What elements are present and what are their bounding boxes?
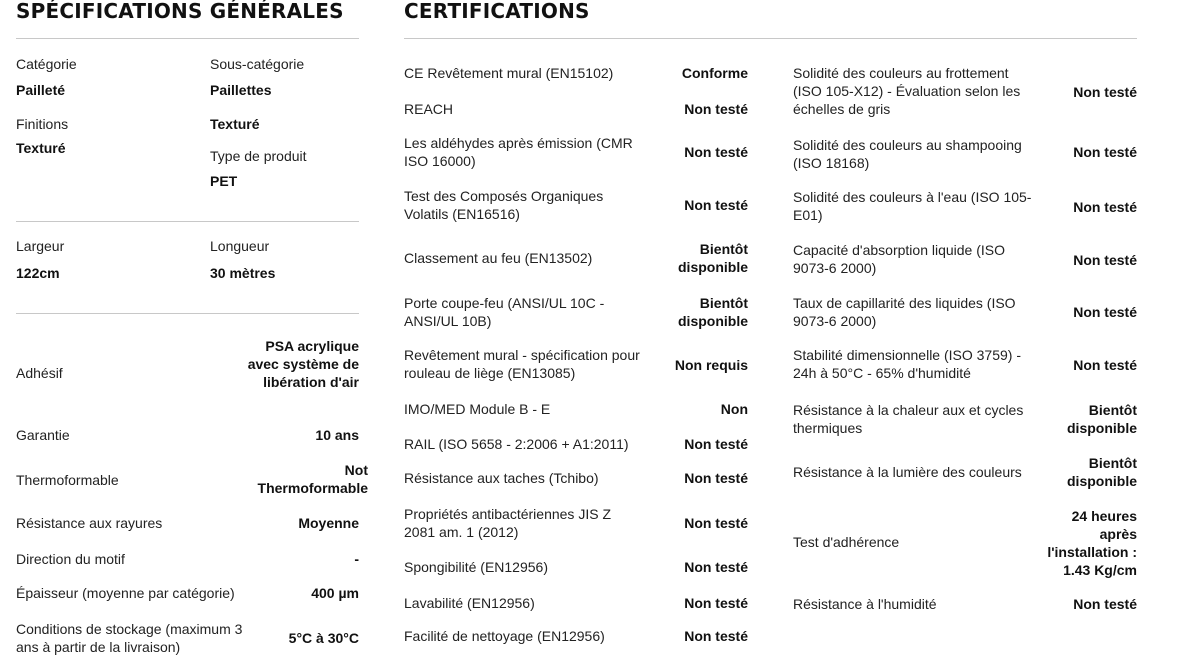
cert-value: Non testé: [684, 470, 748, 486]
stockage-label: Conditions de stockage (maximum 3 ans à partir de la livraison): [16, 621, 243, 655]
general-specs-heading: SPÉCIFICATIONS GÉNÉRALES: [16, 0, 344, 23]
divider: [404, 38, 1137, 39]
thermoformable-value: Not Thermoformable: [257, 462, 368, 496]
cert-label: IMO/MED Module B - E: [404, 401, 551, 417]
cert-value: Non testé: [684, 559, 748, 575]
cert-label: CE Revêtement mural (EN15102): [404, 65, 614, 81]
finitions-value: Texturé: [16, 140, 66, 156]
cert-value: Non testé: [1073, 252, 1137, 268]
cert-value: Bientôt disponible: [678, 241, 748, 275]
cert-label: Solidité des couleurs au frottement (ISO 105-X12) - Évaluation selon les échelles de gris: [793, 65, 1021, 117]
resistance-rayures-label: Résistance aux rayures: [16, 515, 163, 531]
cert-label: REACH: [404, 101, 454, 117]
cert-value: 24 heures après l'installation : 1.43 Kg/cm: [1047, 508, 1137, 578]
cert-label: Solidité des couleurs à l'eau (ISO 105-E01): [793, 189, 1032, 223]
categorie-value: Pailleté: [16, 82, 66, 98]
cert-label: Résistance aux taches (Tchibo): [404, 470, 599, 486]
cert-value: Bientôt disponible: [1067, 455, 1137, 489]
cert-label: Revêtement mural - spécification pour rouleau de liège (EN13085): [404, 347, 640, 381]
cert-label: Taux de capillarité des liquides (ISO 9073-6 2000): [793, 295, 1016, 329]
souscategorie-value: Paillettes: [210, 82, 272, 98]
cert-value: Non requis: [674, 357, 748, 373]
cert-value: Non testé: [1073, 144, 1137, 160]
longueur-label: Longueur: [210, 238, 270, 254]
adhesif-value: PSA acrylique avec système de libération d'air: [247, 338, 359, 390]
cert-value: Non testé: [1073, 199, 1137, 215]
certifications-heading: CERTIFICATIONS: [404, 0, 590, 23]
cert-label: Les aldéhydes après émission (CMR ISO 16000): [404, 135, 633, 169]
cert-label: Résistance à la chaleur aux et cycles thermiques: [793, 402, 1024, 436]
divider: [16, 221, 359, 222]
thermoformable-label: Thermoformable: [16, 472, 119, 488]
cert-label: Stabilité dimensionnelle (ISO 3759) - 24h à 50°C - 65% d'humidité: [793, 347, 1022, 381]
categorie-label: Catégorie: [16, 56, 77, 72]
cert-label: RAIL (ISO 5658 - 2:2006 + A1:2011): [404, 436, 629, 452]
cert-value: Non testé: [684, 144, 748, 160]
divider: [16, 38, 359, 39]
cert-value: Non testé: [684, 595, 748, 611]
stockage-value: 5°C à 30°C: [288, 630, 359, 646]
finitions-label: Finitions: [16, 116, 69, 132]
cert-label: Test d'adhérence: [793, 534, 900, 550]
cert-value: Non testé: [1073, 596, 1137, 612]
cert-value: Non testé: [684, 197, 748, 213]
cert-value: Conforme: [681, 65, 748, 81]
adhesif-label: Adhésif: [16, 365, 63, 381]
garantie-label: Garantie: [16, 427, 70, 443]
cert-label: Classement au feu (EN13502): [404, 250, 593, 266]
cert-label: Facilité de nettoyage (EN12956): [404, 628, 605, 644]
souscategorie-label: Sous-catégorie: [210, 56, 305, 72]
epaisseur-value: 400 µm: [311, 585, 359, 601]
cert-label: Résistance à la lumière des couleurs: [793, 464, 1022, 480]
cert-value: Non testé: [684, 101, 748, 117]
cert-label: Résistance à l'humidité: [793, 596, 937, 612]
epaisseur-label: Épaisseur (moyenne par catégorie): [16, 585, 235, 601]
resistance-rayures-value: Moyenne: [298, 515, 359, 531]
garantie-value: 10 ans: [315, 427, 359, 443]
type-produit-label: Type de produit: [210, 148, 307, 164]
cert-label: Propriétés antibactériennes JIS Z 2081 am. 1 (2012): [404, 506, 611, 540]
cert-value: Bientôt disponible: [1067, 402, 1137, 436]
cert-value: Non testé: [1073, 304, 1137, 320]
cert-value: Non testé: [684, 628, 748, 644]
direction-motif-value: -: [354, 551, 359, 567]
divider: [16, 313, 359, 314]
direction-motif-label: Direction du motif: [16, 551, 125, 567]
largeur-value: 122cm: [16, 265, 60, 281]
cert-label: Test des Composés Organiques Volatils (EN16516): [404, 188, 604, 222]
cert-value: Non testé: [1073, 357, 1137, 373]
type-produit-value: PET: [210, 173, 238, 189]
cert-label: Spongibilité (EN12956): [404, 559, 548, 575]
cert-label: Capacité d'absorption liquide (ISO 9073-6 2000): [793, 242, 1006, 276]
cert-value: Non testé: [684, 436, 748, 452]
cert-label: Lavabilité (EN12956): [404, 595, 535, 611]
cert-value: Bientôt disponible: [678, 295, 748, 329]
cert-label: Solidité des couleurs au shampooing (ISO 18168): [793, 137, 1022, 171]
cert-value: Non testé: [1073, 84, 1137, 100]
longueur-value: 30 mètres: [210, 265, 276, 281]
cert-label: Porte coupe-feu (ANSI/UL 10C - ANSI/UL 10B): [404, 295, 605, 329]
largeur-label: Largeur: [16, 238, 65, 254]
finitions-value-secondary: Texturé: [210, 116, 260, 132]
cert-value: Non: [720, 401, 748, 417]
cert-value: Non testé: [684, 515, 748, 531]
